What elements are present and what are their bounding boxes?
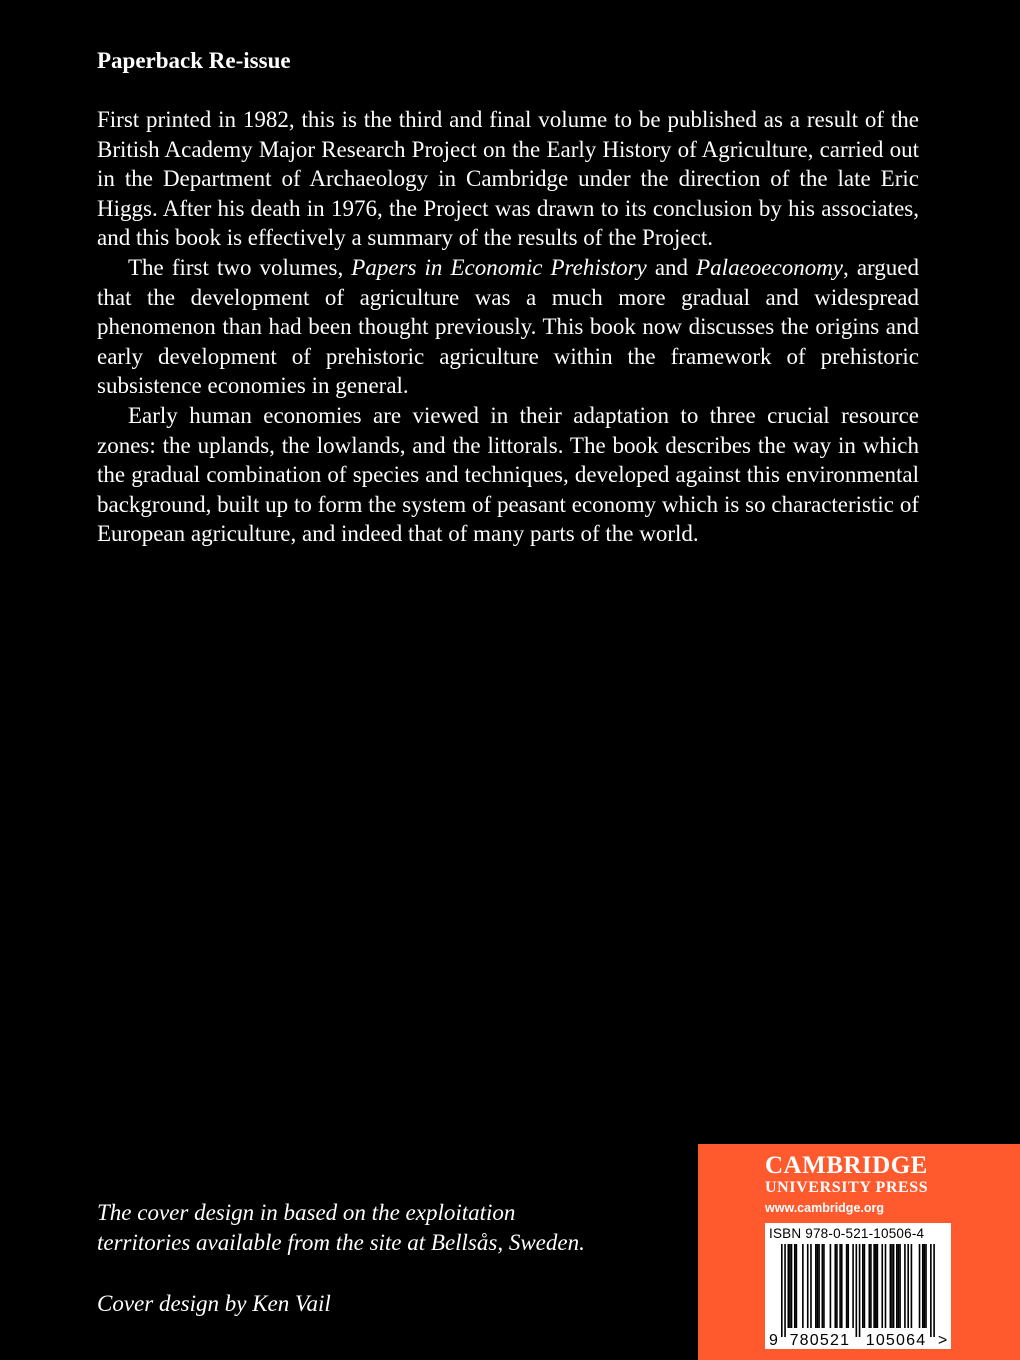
barcode-bar (836, 1244, 838, 1328)
barcode-bar (787, 1244, 789, 1328)
text-run: First printed in 1982, this is the third and final volume to be published as a result of the British Academy Major Research Project on the Early History of Agriculture, carried out in the Department of Archaeology in Cambridge under the direction of the late Eric Higgs. After his death in 1976, the Project was drawn to its conclusion by his associates, and this book is effectively a summary of the results of the Project. (97, 107, 919, 251)
barcode-bar (818, 1244, 820, 1328)
barcode-bar (817, 1244, 819, 1328)
barcode-bar (822, 1244, 824, 1328)
barcode-bar (807, 1244, 809, 1328)
blurb-paragraph (97, 105, 919, 253)
barcode-bar (881, 1244, 883, 1328)
barcode-bar (834, 1244, 836, 1328)
barcode-bar (919, 1244, 921, 1328)
barcode-bar (924, 1244, 926, 1328)
publisher-website: www.cambridge.org (765, 1201, 885, 1215)
barcode-bar (856, 1244, 858, 1337)
barcode-bar (898, 1244, 900, 1328)
publisher-panel (698, 1144, 1020, 1360)
barcode-bar (847, 1244, 849, 1328)
cover-design-note (97, 1198, 697, 1258)
designer-credit: Cover design by Ken Vail (97, 1291, 331, 1316)
barcode-bar (885, 1244, 887, 1328)
barcode-bar (794, 1244, 796, 1328)
barcode-bar (870, 1244, 872, 1328)
barcode-bar (904, 1244, 906, 1328)
barcode-bar (933, 1244, 935, 1337)
barcode-bar (781, 1244, 783, 1337)
barcode-bar (899, 1244, 901, 1328)
publisher-logo-name: CAMBRIDGE (765, 1152, 928, 1179)
blurb-paragraph (97, 401, 919, 549)
barcode-digits-right: 105064 (865, 1332, 927, 1349)
barcode-digit-first: 9 (769, 1332, 780, 1349)
barcode-bar (877, 1244, 879, 1328)
cover-note-line-2: territories available from the site at Bellsås, Sweden. (97, 1230, 585, 1255)
barcode-bar (875, 1244, 877, 1328)
barcode-bar (896, 1244, 898, 1328)
barcode-bar (907, 1244, 909, 1328)
blurb-paragraph (97, 253, 919, 401)
section-heading: Paperback Re-issue (97, 48, 291, 73)
barcode-bar (868, 1244, 870, 1328)
blurb-text (97, 105, 919, 549)
barcode-bar (802, 1244, 804, 1328)
barcode-bar (893, 1244, 895, 1328)
isbn-label: ISBN 978-0-521-10506-4 (769, 1226, 925, 1241)
barcode-bar (922, 1244, 924, 1328)
barcode-graphic (765, 1223, 951, 1349)
barcode-bar (873, 1244, 875, 1328)
barcode-bar (859, 1244, 861, 1337)
barcode-bar (815, 1244, 817, 1328)
barcode-bar (930, 1244, 932, 1337)
barcode-bar (852, 1244, 854, 1328)
barcode-bar (890, 1244, 892, 1328)
barcode-digits-left: 780521 (789, 1332, 851, 1349)
cover-credits (97, 1198, 697, 1319)
barcode-bar (796, 1244, 798, 1328)
barcode-bar (841, 1244, 843, 1328)
barcode-bar (864, 1244, 866, 1328)
barcode-end-mark: > (937, 1332, 949, 1349)
barcode-bar (810, 1244, 812, 1328)
text-run: , argued that the development of agriculture was a much more gradual and widespread phenomenon than had been thought previously. This book now discusses the origins and early development of prehistoric agriculture within the framework of prehistoric subsistence economies in general. (97, 254, 919, 399)
barcode-bar (784, 1244, 786, 1337)
book-title: Papers in Economic Prehistory (351, 254, 647, 280)
text-run: The first two volumes, (128, 254, 352, 280)
text-run: Early human economies are viewed in their adaptation to three crucial resource zones: the uplands, the lowlands, and the littorals. The book describes the way in which the gradual combination of species and techniques, developed against this environmental background, built up to form the system of peasant economy which is so characteristic of European agriculture, and indeed that of many parts of the world. (97, 402, 919, 547)
barcode-bar (791, 1244, 793, 1328)
barcode-bar (891, 1244, 893, 1328)
barcode-bar (862, 1244, 864, 1328)
publisher-logo-subtitle: UNIVERSITY PRESS (765, 1179, 929, 1196)
barcode-bar (789, 1244, 791, 1328)
barcode-bar (830, 1244, 832, 1328)
barcode-bar (823, 1244, 825, 1328)
barcode-bar (925, 1244, 927, 1328)
text-run: and (646, 254, 697, 280)
cover-note-line-1: The cover design in based on the exploitation (97, 1200, 516, 1225)
barcode-bar (846, 1244, 848, 1328)
barcode-bar (911, 1244, 913, 1328)
isbn-barcode-box (765, 1223, 951, 1349)
barcode-bar (839, 1244, 841, 1328)
book-title: Palaeoeconomy (696, 254, 844, 280)
